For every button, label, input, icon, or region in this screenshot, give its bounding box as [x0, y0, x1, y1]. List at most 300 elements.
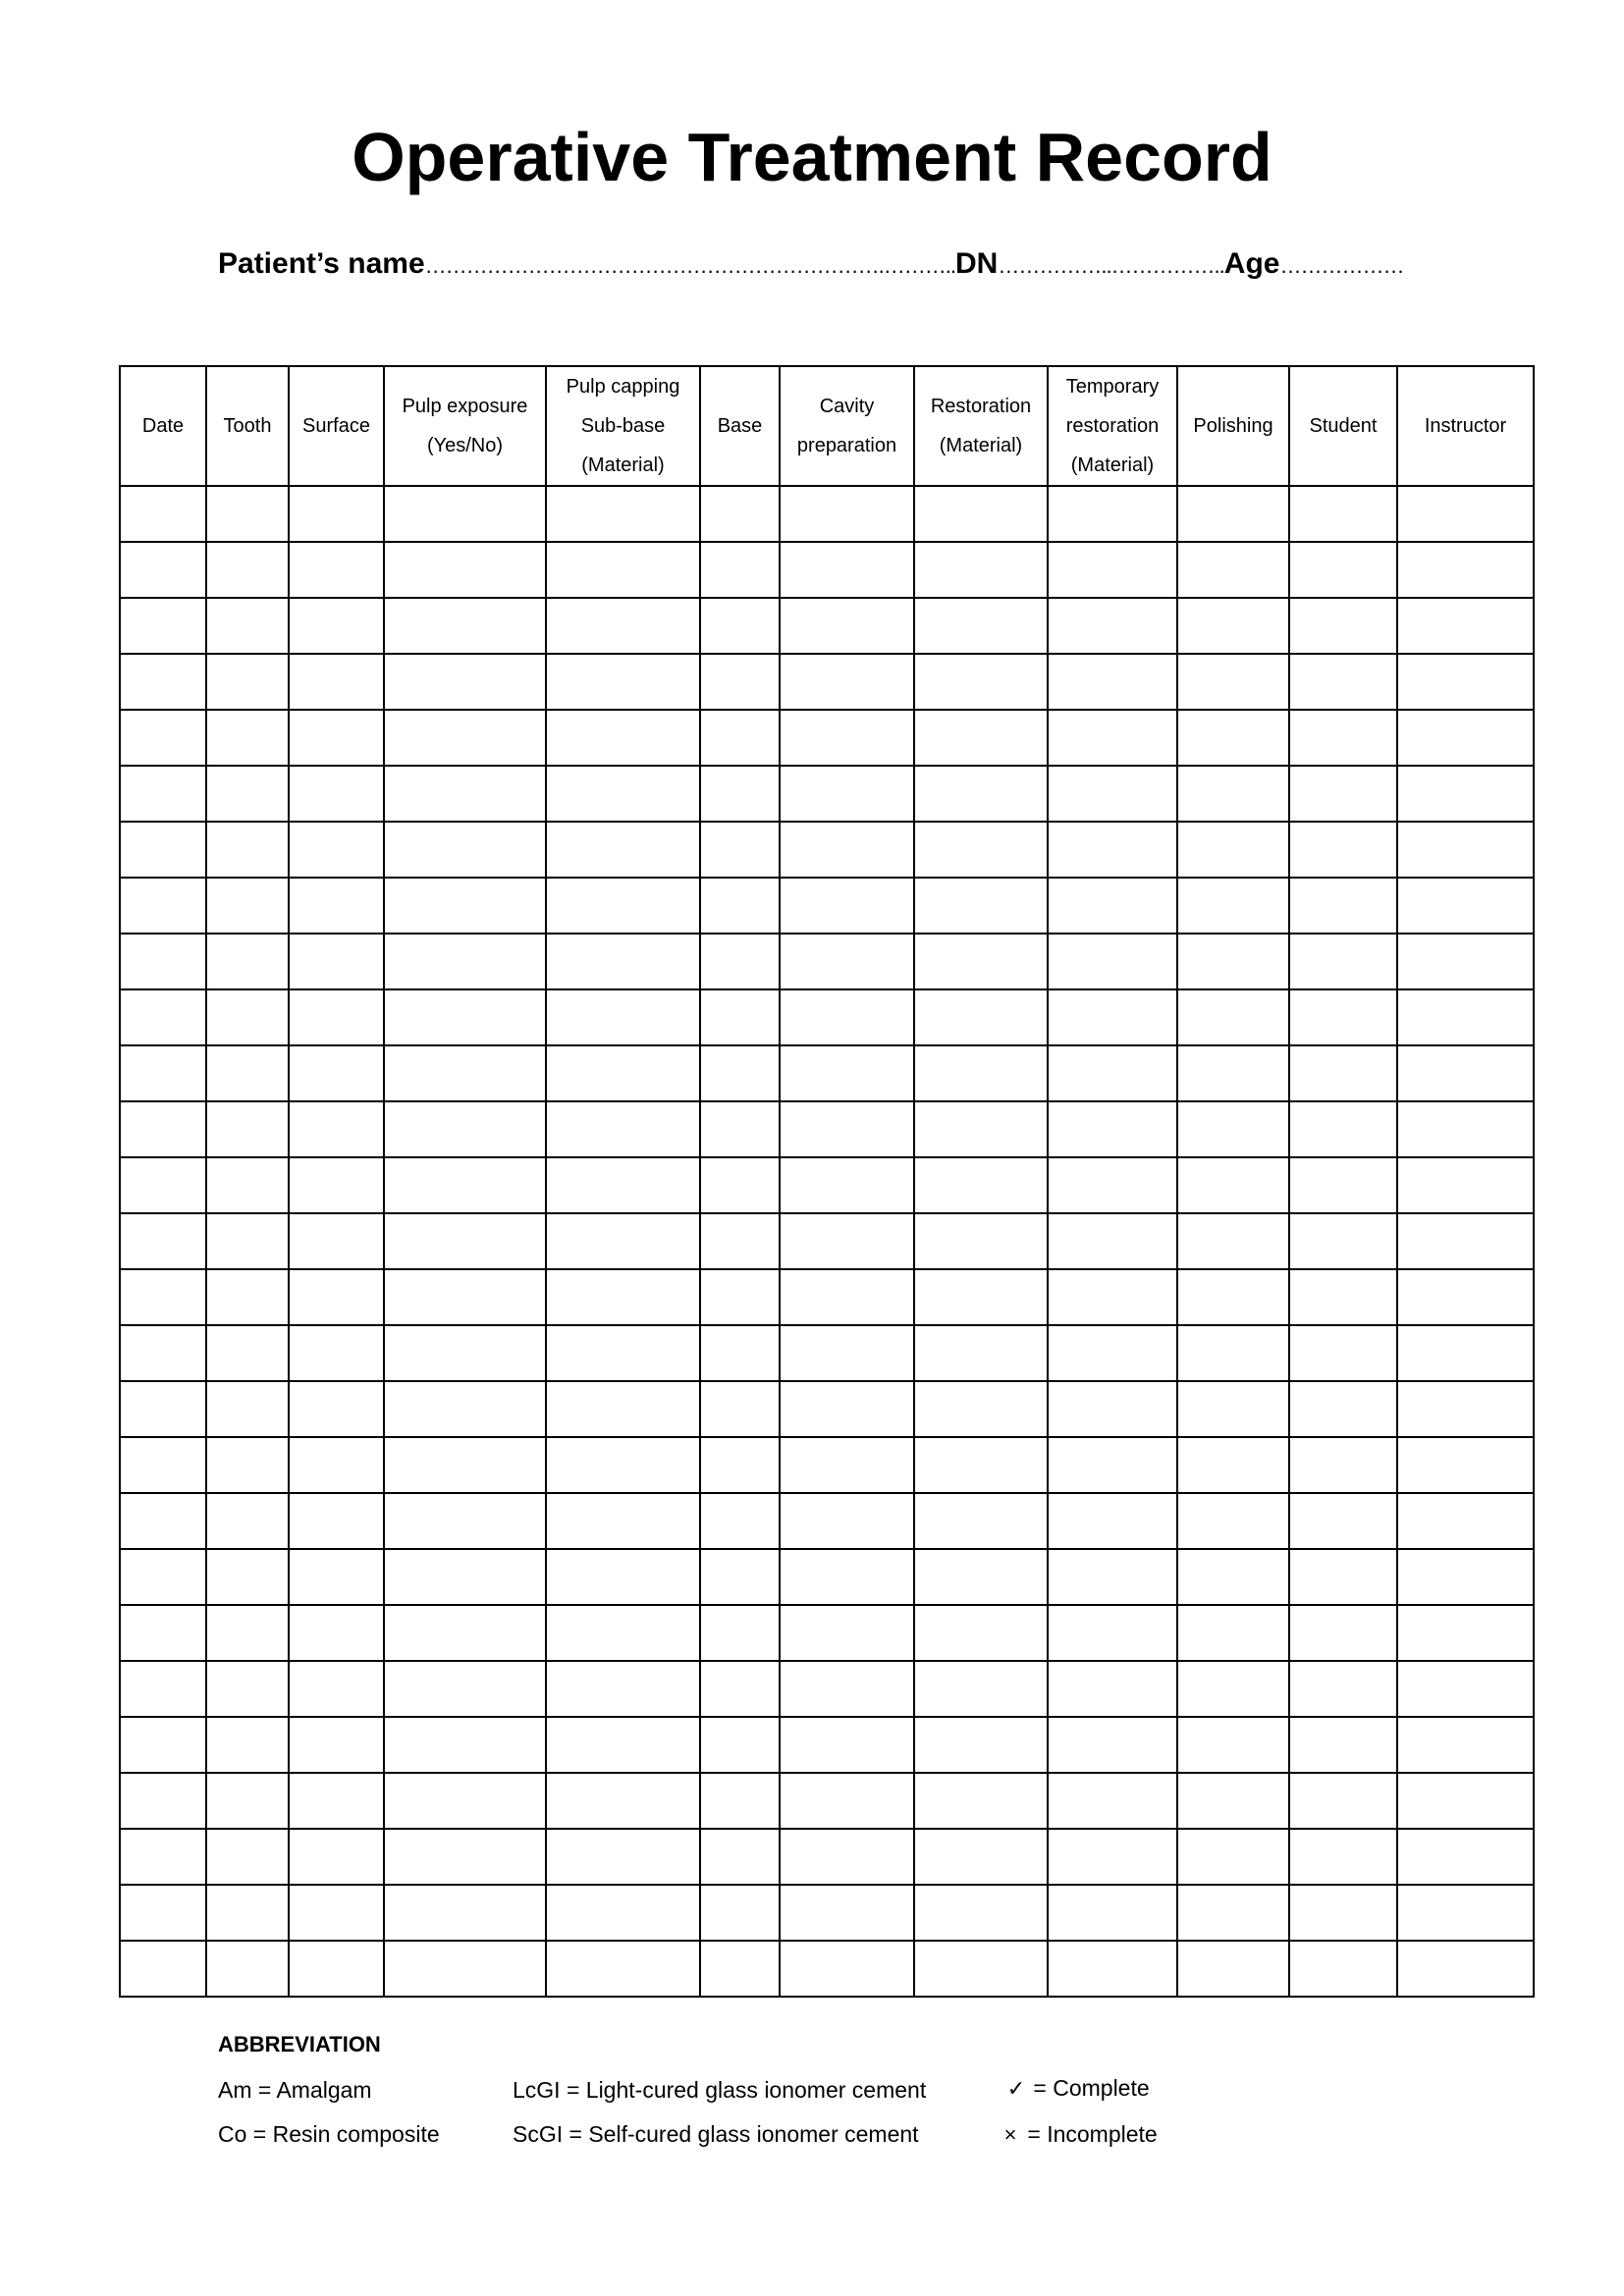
table-cell[interactable]	[1048, 1437, 1177, 1493]
table-cell[interactable]	[1397, 1437, 1534, 1493]
table-cell[interactable]	[546, 989, 700, 1045]
table-cell[interactable]	[289, 989, 384, 1045]
table-cell[interactable]	[1177, 1325, 1289, 1381]
table-cell[interactable]	[546, 1157, 700, 1213]
table-cell[interactable]	[1289, 542, 1397, 598]
table-cell[interactable]	[1177, 1269, 1289, 1325]
table-cell[interactable]	[289, 1773, 384, 1829]
table-cell[interactable]	[384, 1213, 546, 1269]
table-cell[interactable]	[780, 1157, 914, 1213]
table-cell[interactable]	[289, 1269, 384, 1325]
table-cell[interactable]	[206, 598, 289, 654]
table-cell[interactable]	[914, 1157, 1048, 1213]
table-cell[interactable]	[1048, 934, 1177, 989]
table-cell[interactable]	[1048, 989, 1177, 1045]
table-cell[interactable]	[206, 878, 289, 934]
table-cell[interactable]	[1397, 822, 1534, 878]
table-cell[interactable]	[1397, 1829, 1534, 1885]
table-cell[interactable]	[289, 934, 384, 989]
table-cell[interactable]	[914, 1045, 1048, 1101]
table-cell[interactable]	[1048, 1045, 1177, 1101]
table-cell[interactable]	[1048, 710, 1177, 766]
table-cell[interactable]	[206, 710, 289, 766]
table-cell[interactable]	[914, 1829, 1048, 1885]
table-cell[interactable]	[1397, 598, 1534, 654]
table-cell[interactable]	[700, 1213, 780, 1269]
table-cell[interactable]	[546, 1773, 700, 1829]
table-cell[interactable]	[120, 1101, 206, 1157]
table-cell[interactable]	[289, 1157, 384, 1213]
table-cell[interactable]	[206, 1941, 289, 1997]
table-cell[interactable]	[384, 1549, 546, 1605]
table-cell[interactable]	[1397, 1213, 1534, 1269]
table-cell[interactable]	[546, 878, 700, 934]
table-cell[interactable]	[700, 542, 780, 598]
table-cell[interactable]	[914, 598, 1048, 654]
table-cell[interactable]	[1177, 1157, 1289, 1213]
table-cell[interactable]	[780, 1941, 914, 1997]
table-cell[interactable]	[780, 1605, 914, 1661]
table-cell[interactable]	[1397, 486, 1534, 542]
table-cell[interactable]	[1048, 598, 1177, 654]
table-cell[interactable]	[1397, 1045, 1534, 1101]
table-cell[interactable]	[384, 710, 546, 766]
table-cell[interactable]	[289, 1381, 384, 1437]
table-cell[interactable]	[120, 598, 206, 654]
table-cell[interactable]	[914, 766, 1048, 822]
table-cell[interactable]	[914, 654, 1048, 710]
table-cell[interactable]	[1397, 1493, 1534, 1549]
table-cell[interactable]	[289, 1213, 384, 1269]
table-cell[interactable]	[384, 542, 546, 598]
table-cell[interactable]	[1397, 1661, 1534, 1717]
table-cell[interactable]	[914, 1213, 1048, 1269]
table-cell[interactable]	[120, 1661, 206, 1717]
table-cell[interactable]	[780, 1381, 914, 1437]
table-cell[interactable]	[1289, 1773, 1397, 1829]
table-cell[interactable]	[700, 1549, 780, 1605]
table-cell[interactable]	[1397, 766, 1534, 822]
table-cell[interactable]	[1048, 1941, 1177, 1997]
table-cell[interactable]	[1397, 654, 1534, 710]
table-cell[interactable]	[546, 1213, 700, 1269]
table-cell[interactable]	[546, 542, 700, 598]
table-cell[interactable]	[914, 1493, 1048, 1549]
table-cell[interactable]	[289, 1661, 384, 1717]
table-cell[interactable]	[1048, 1605, 1177, 1661]
table-cell[interactable]	[1397, 1885, 1534, 1941]
table-cell[interactable]	[780, 1493, 914, 1549]
table-cell[interactable]	[780, 822, 914, 878]
table-cell[interactable]	[780, 1885, 914, 1941]
table-cell[interactable]	[546, 1829, 700, 1885]
table-cell[interactable]	[780, 989, 914, 1045]
table-cell[interactable]	[546, 1549, 700, 1605]
table-cell[interactable]	[914, 1437, 1048, 1493]
table-cell[interactable]	[700, 1941, 780, 1997]
table-cell[interactable]	[1048, 1381, 1177, 1437]
table-cell[interactable]	[700, 1493, 780, 1549]
table-cell[interactable]	[1289, 1269, 1397, 1325]
table-cell[interactable]	[1048, 1885, 1177, 1941]
table-cell[interactable]	[914, 1941, 1048, 1997]
table-cell[interactable]	[206, 1045, 289, 1101]
table-cell[interactable]	[546, 1381, 700, 1437]
table-cell[interactable]	[546, 766, 700, 822]
table-cell[interactable]	[120, 989, 206, 1045]
table-cell[interactable]	[120, 1549, 206, 1605]
table-cell[interactable]	[206, 1101, 289, 1157]
table-cell[interactable]	[546, 598, 700, 654]
table-cell[interactable]	[700, 989, 780, 1045]
table-cell[interactable]	[206, 542, 289, 598]
table-cell[interactable]	[1177, 1717, 1289, 1773]
table-cell[interactable]	[780, 1549, 914, 1605]
table-cell[interactable]	[546, 934, 700, 989]
table-cell[interactable]	[700, 766, 780, 822]
table-cell[interactable]	[1177, 1885, 1289, 1941]
table-cell[interactable]	[384, 822, 546, 878]
table-cell[interactable]	[289, 486, 384, 542]
table-cell[interactable]	[780, 1717, 914, 1773]
table-cell[interactable]	[1289, 1157, 1397, 1213]
table-cell[interactable]	[914, 934, 1048, 989]
table-cell[interactable]	[1289, 934, 1397, 989]
table-cell[interactable]	[1048, 1493, 1177, 1549]
table-cell[interactable]	[1397, 1773, 1534, 1829]
table-cell[interactable]	[546, 1941, 700, 1997]
table-cell[interactable]	[1289, 766, 1397, 822]
table-cell[interactable]	[780, 1829, 914, 1885]
table-cell[interactable]	[1397, 1717, 1534, 1773]
table-cell[interactable]	[206, 1437, 289, 1493]
table-cell[interactable]	[1048, 486, 1177, 542]
table-cell[interactable]	[384, 486, 546, 542]
table-cell[interactable]	[700, 1717, 780, 1773]
table-cell[interactable]	[700, 1325, 780, 1381]
table-cell[interactable]	[206, 654, 289, 710]
table-cell[interactable]	[914, 989, 1048, 1045]
table-cell[interactable]	[289, 1045, 384, 1101]
table-cell[interactable]	[780, 1325, 914, 1381]
table-cell[interactable]	[1397, 878, 1534, 934]
table-cell[interactable]	[1289, 1213, 1397, 1269]
table-cell[interactable]	[206, 1829, 289, 1885]
table-cell[interactable]	[1177, 654, 1289, 710]
table-cell[interactable]	[546, 654, 700, 710]
table-cell[interactable]	[1397, 989, 1534, 1045]
table-cell[interactable]	[206, 1381, 289, 1437]
table-cell[interactable]	[120, 654, 206, 710]
table-cell[interactable]	[120, 1213, 206, 1269]
table-cell[interactable]	[120, 1885, 206, 1941]
table-cell[interactable]	[206, 486, 289, 542]
table-cell[interactable]	[120, 1269, 206, 1325]
table-cell[interactable]	[914, 542, 1048, 598]
table-cell[interactable]	[914, 710, 1048, 766]
table-cell[interactable]	[1177, 1549, 1289, 1605]
table-cell[interactable]	[780, 1269, 914, 1325]
table-cell[interactable]	[1289, 1605, 1397, 1661]
table-cell[interactable]	[700, 1661, 780, 1717]
table-cell[interactable]	[1397, 1549, 1534, 1605]
table-cell[interactable]	[1177, 1213, 1289, 1269]
table-cell[interactable]	[1177, 1773, 1289, 1829]
table-cell[interactable]	[1289, 1885, 1397, 1941]
table-cell[interactable]	[914, 1549, 1048, 1605]
table-cell[interactable]	[1177, 1941, 1289, 1997]
table-cell[interactable]	[1048, 1549, 1177, 1605]
table-cell[interactable]	[914, 1661, 1048, 1717]
table-cell[interactable]	[1177, 822, 1289, 878]
table-cell[interactable]	[384, 878, 546, 934]
table-cell[interactable]	[289, 1325, 384, 1381]
table-cell[interactable]	[546, 1661, 700, 1717]
table-cell[interactable]	[384, 1045, 546, 1101]
table-cell[interactable]	[1289, 1325, 1397, 1381]
table-cell[interactable]	[1177, 934, 1289, 989]
table-cell[interactable]	[1397, 934, 1534, 989]
table-cell[interactable]	[206, 1773, 289, 1829]
table-cell[interactable]	[289, 654, 384, 710]
table-cell[interactable]	[1397, 1101, 1534, 1157]
age-field[interactable]: ………………	[1279, 253, 1404, 278]
table-cell[interactable]	[120, 1045, 206, 1101]
table-cell[interactable]	[914, 1101, 1048, 1157]
table-cell[interactable]	[1289, 1437, 1397, 1493]
table-cell[interactable]	[1177, 1661, 1289, 1717]
table-cell[interactable]	[120, 822, 206, 878]
table-cell[interactable]	[1289, 1661, 1397, 1717]
table-cell[interactable]	[700, 1101, 780, 1157]
table-cell[interactable]	[120, 1493, 206, 1549]
table-cell[interactable]	[384, 1437, 546, 1493]
table-cell[interactable]	[700, 1045, 780, 1101]
table-cell[interactable]	[206, 1717, 289, 1773]
table-cell[interactable]	[384, 1661, 546, 1717]
table-cell[interactable]	[120, 1325, 206, 1381]
table-cell[interactable]	[1177, 878, 1289, 934]
table-cell[interactable]	[1048, 1829, 1177, 1885]
table-cell[interactable]	[206, 934, 289, 989]
table-cell[interactable]	[206, 1549, 289, 1605]
table-cell[interactable]	[384, 1325, 546, 1381]
table-cell[interactable]	[289, 1437, 384, 1493]
table-cell[interactable]	[780, 878, 914, 934]
table-cell[interactable]	[546, 1101, 700, 1157]
table-cell[interactable]	[384, 1829, 546, 1885]
table-cell[interactable]	[914, 1269, 1048, 1325]
table-cell[interactable]	[700, 654, 780, 710]
table-cell[interactable]	[384, 934, 546, 989]
table-cell[interactable]	[1048, 654, 1177, 710]
table-cell[interactable]	[546, 486, 700, 542]
table-cell[interactable]	[1048, 822, 1177, 878]
table-cell[interactable]	[289, 1605, 384, 1661]
table-cell[interactable]	[914, 822, 1048, 878]
table-cell[interactable]	[1289, 598, 1397, 654]
table-cell[interactable]	[206, 1493, 289, 1549]
table-cell[interactable]	[780, 486, 914, 542]
table-cell[interactable]	[289, 598, 384, 654]
table-cell[interactable]	[546, 1437, 700, 1493]
table-cell[interactable]	[120, 1941, 206, 1997]
table-cell[interactable]	[1289, 1941, 1397, 1997]
table-cell[interactable]	[206, 1885, 289, 1941]
table-cell[interactable]	[1048, 1157, 1177, 1213]
table-cell[interactable]	[1289, 822, 1397, 878]
table-cell[interactable]	[1048, 1717, 1177, 1773]
table-cell[interactable]	[914, 1773, 1048, 1829]
table-cell[interactable]	[289, 1717, 384, 1773]
table-cell[interactable]	[206, 1213, 289, 1269]
table-cell[interactable]	[914, 1605, 1048, 1661]
table-cell[interactable]	[289, 1493, 384, 1549]
patient-name-field[interactable]: ………………………………………………………….………..	[424, 253, 955, 278]
table-cell[interactable]	[780, 1213, 914, 1269]
table-cell[interactable]	[120, 1773, 206, 1829]
table-cell[interactable]	[1289, 1829, 1397, 1885]
table-cell[interactable]	[700, 1269, 780, 1325]
table-cell[interactable]	[1289, 1493, 1397, 1549]
table-cell[interactable]	[206, 1325, 289, 1381]
table-cell[interactable]	[1177, 1045, 1289, 1101]
table-cell[interactable]	[914, 1885, 1048, 1941]
table-cell[interactable]	[289, 1941, 384, 1997]
table-cell[interactable]	[700, 1605, 780, 1661]
table-cell[interactable]	[289, 766, 384, 822]
table-cell[interactable]	[1177, 989, 1289, 1045]
table-cell[interactable]	[700, 1157, 780, 1213]
table-cell[interactable]	[1048, 766, 1177, 822]
table-cell[interactable]	[914, 1381, 1048, 1437]
table-cell[interactable]	[384, 1269, 546, 1325]
table-cell[interactable]	[1289, 1717, 1397, 1773]
table-cell[interactable]	[1177, 1493, 1289, 1549]
table-cell[interactable]	[1177, 1437, 1289, 1493]
table-cell[interactable]	[384, 1605, 546, 1661]
table-cell[interactable]	[780, 710, 914, 766]
table-cell[interactable]	[1177, 486, 1289, 542]
table-cell[interactable]	[780, 654, 914, 710]
table-cell[interactable]	[1289, 1381, 1397, 1437]
table-cell[interactable]	[1048, 542, 1177, 598]
table-cell[interactable]	[1289, 1101, 1397, 1157]
table-cell[interactable]	[914, 486, 1048, 542]
table-cell[interactable]	[289, 542, 384, 598]
table-cell[interactable]	[1177, 1101, 1289, 1157]
table-cell[interactable]	[780, 1661, 914, 1717]
table-cell[interactable]	[700, 1381, 780, 1437]
table-cell[interactable]	[914, 1717, 1048, 1773]
table-cell[interactable]	[1289, 1549, 1397, 1605]
table-cell[interactable]	[914, 878, 1048, 934]
table-cell[interactable]	[700, 1773, 780, 1829]
table-cell[interactable]	[206, 822, 289, 878]
table-cell[interactable]	[384, 1773, 546, 1829]
table-cell[interactable]	[1048, 1325, 1177, 1381]
table-cell[interactable]	[384, 1885, 546, 1941]
table-cell[interactable]	[700, 598, 780, 654]
table-cell[interactable]	[1289, 486, 1397, 542]
table-cell[interactable]	[1048, 1269, 1177, 1325]
table-cell[interactable]	[289, 1549, 384, 1605]
table-cell[interactable]	[1048, 1213, 1177, 1269]
table-cell[interactable]	[546, 1325, 700, 1381]
table-cell[interactable]	[780, 1101, 914, 1157]
table-cell[interactable]	[120, 1605, 206, 1661]
table-cell[interactable]	[120, 934, 206, 989]
table-cell[interactable]	[1397, 1157, 1534, 1213]
table-cell[interactable]	[120, 766, 206, 822]
table-cell[interactable]	[1289, 1045, 1397, 1101]
table-cell[interactable]	[384, 1717, 546, 1773]
table-cell[interactable]	[546, 1717, 700, 1773]
table-cell[interactable]	[384, 989, 546, 1045]
table-cell[interactable]	[384, 1157, 546, 1213]
table-cell[interactable]	[1289, 654, 1397, 710]
table-cell[interactable]	[1289, 989, 1397, 1045]
table-cell[interactable]	[546, 710, 700, 766]
table-cell[interactable]	[1177, 710, 1289, 766]
table-cell[interactable]	[1177, 542, 1289, 598]
table-cell[interactable]	[1397, 1325, 1534, 1381]
table-cell[interactable]	[1048, 1773, 1177, 1829]
table-cell[interactable]	[384, 1493, 546, 1549]
table-cell[interactable]	[546, 1269, 700, 1325]
table-cell[interactable]	[384, 1381, 546, 1437]
table-cell[interactable]	[780, 542, 914, 598]
table-cell[interactable]	[120, 1829, 206, 1885]
table-cell[interactable]	[1397, 1941, 1534, 1997]
table-cell[interactable]	[289, 878, 384, 934]
table-cell[interactable]	[1397, 542, 1534, 598]
table-cell[interactable]	[120, 1717, 206, 1773]
table-cell[interactable]	[120, 1157, 206, 1213]
table-cell[interactable]	[1397, 1381, 1534, 1437]
table-cell[interactable]	[546, 1885, 700, 1941]
table-cell[interactable]	[546, 1493, 700, 1549]
table-cell[interactable]	[1289, 710, 1397, 766]
table-cell[interactable]	[700, 1829, 780, 1885]
table-cell[interactable]	[1397, 1269, 1534, 1325]
table-cell[interactable]	[1397, 710, 1534, 766]
table-cell[interactable]	[1177, 598, 1289, 654]
table-cell[interactable]	[120, 1381, 206, 1437]
table-cell[interactable]	[289, 1885, 384, 1941]
table-cell[interactable]	[206, 766, 289, 822]
table-cell[interactable]	[384, 1941, 546, 1997]
table-cell[interactable]	[546, 1605, 700, 1661]
table-cell[interactable]	[384, 1101, 546, 1157]
table-cell[interactable]	[780, 766, 914, 822]
table-cell[interactable]	[120, 486, 206, 542]
table-cell[interactable]	[289, 1101, 384, 1157]
table-cell[interactable]	[1177, 1829, 1289, 1885]
table-cell[interactable]	[780, 1773, 914, 1829]
table-cell[interactable]	[384, 766, 546, 822]
table-cell[interactable]	[700, 934, 780, 989]
table-cell[interactable]	[120, 710, 206, 766]
table-cell[interactable]	[700, 486, 780, 542]
table-cell[interactable]	[700, 1437, 780, 1493]
table-cell[interactable]	[914, 1325, 1048, 1381]
table-cell[interactable]	[206, 1157, 289, 1213]
table-cell[interactable]	[206, 1661, 289, 1717]
table-cell[interactable]	[780, 1045, 914, 1101]
table-cell[interactable]	[1397, 1605, 1534, 1661]
dn-field[interactable]: ……………..……………..	[998, 253, 1224, 278]
